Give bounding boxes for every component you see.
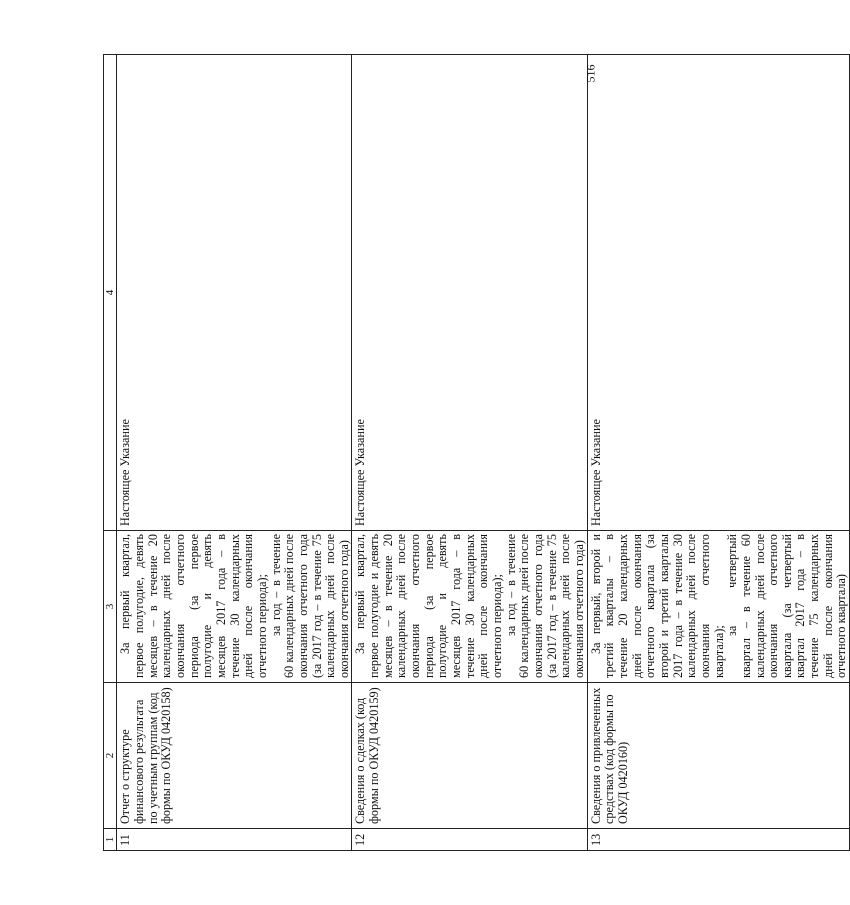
form-name (587, 683, 849, 829)
submission-term (352, 531, 587, 683)
row-number: 11 (117, 829, 352, 851)
table-row (352, 55, 587, 851)
table-row (587, 55, 849, 851)
submission-term (587, 531, 849, 683)
header-col-1: 1 (104, 829, 117, 851)
header-col-3: 3 (104, 531, 117, 683)
form-name-text: Сведения о привлеченных средствах (код формы по ОКУД 0420160) (588, 687, 630, 824)
term-paragraph-1: За первый квартал, первое полугодие и девять месяцев – в течение 20 календарных дней после окончания отчетного периода (за первое полугодие и девять месяцев 2017 года – в течение 30 календарных дней после окончания отчетного периода); (353, 534, 505, 678)
note-cell: Настоящее Указание (587, 55, 849, 531)
page-number: 516 (583, 64, 598, 83)
term-paragraph-2: за год – в течение 60 календарных дней после окончания отчетного года (за 2017 год – в течение 75 календарных дней после окончания отчетного года) (503, 534, 586, 678)
term-paragraph-2: за четвертый квартал – в течение 60 календарных дней после окончания отчетного квартала (за четвертый квартал 2017 года – в течение 75 календарных дней после окончания отчетного квартала) (725, 534, 849, 678)
row-number: 12 (352, 829, 587, 851)
note-cell: Настоящее Указание (117, 55, 352, 531)
term-paragraph-1: За первый квартал, первое полугодие, девять месяцев – в течение 20 календарных дней после окончания отчетного периода (за первое полугодие и девять месяцев 2017 года – в течение 30 календарных дней после окончания отчетного периода); (118, 534, 269, 678)
form-name-text: Сведения о сделках (код формы по ОКУД 0420159) (353, 687, 382, 824)
document-page-rotated (103, 55, 849, 851)
term-paragraph-1: За первый, второй и третий кварталы – в течение 20 календарных дней после окончания отчетного квартала (за второй и третий кварталы 2017 года – в течение 30 календарных дней после окончания отчетного квартала); (588, 534, 726, 678)
submission-term (117, 531, 352, 683)
form-name (352, 683, 587, 829)
row-number: 13 (587, 829, 849, 851)
form-name (117, 683, 352, 829)
header-col-2: 2 (104, 683, 117, 829)
document-table (103, 54, 850, 851)
table-row (117, 55, 352, 851)
header-col-4: 4 (104, 55, 117, 531)
form-name-text: Отчет о структуре финансового результата по учетным группам (код формы по ОКУД 0420158) (118, 687, 174, 824)
term-paragraph-2: за год – в течение 60 календарных дней после окончания отчетного года (за 2017 год – в течение 75 календарных дней после окончания отчетного года) (268, 534, 351, 678)
note-cell: Настоящее Указание (352, 55, 587, 531)
